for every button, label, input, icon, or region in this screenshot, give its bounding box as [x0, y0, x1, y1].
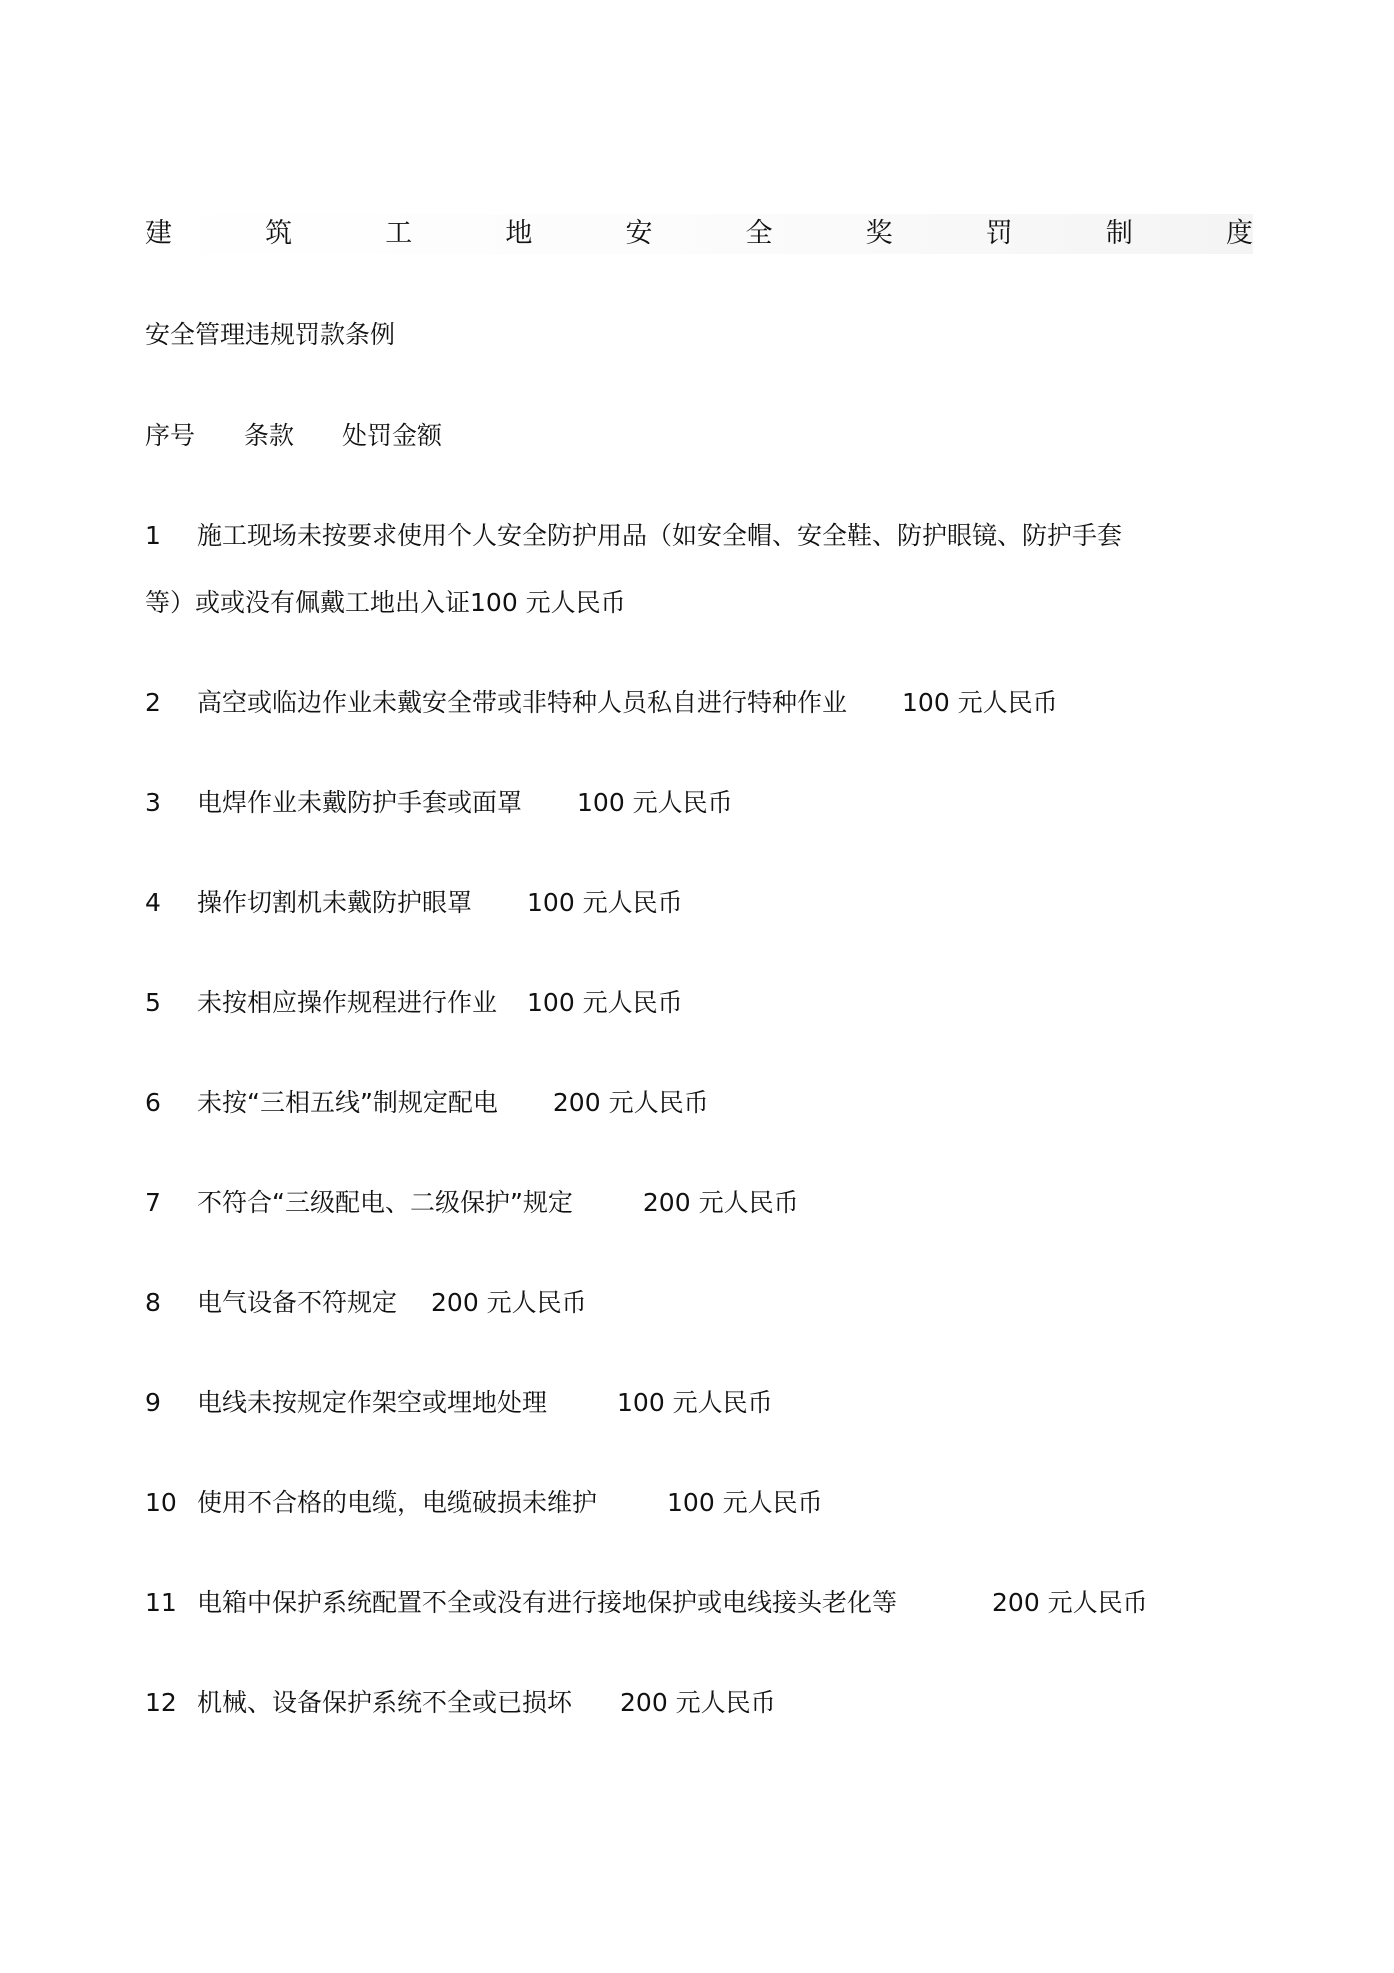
- item-clause: 操作切割机未戴防护眼罩: [197, 888, 473, 917]
- item-amount: 100 元人民币: [617, 1388, 773, 1417]
- list-item: [145, 1686, 776, 1720]
- item-clause-continued: 等）或或没有佩戴工地出入证: [145, 588, 471, 617]
- item-number: 2: [145, 688, 161, 717]
- title-char: 罚: [985, 218, 1013, 249]
- table-header: [145, 419, 442, 453]
- list-item: [145, 1586, 1148, 1620]
- item-clause: 高空或临边作业未戴安全带或非特种人员私自进行特种作业: [197, 688, 848, 717]
- item-amount: 100 元人民币: [527, 988, 683, 1017]
- item-amount: 200 元人民币: [431, 1288, 587, 1317]
- item-clause: 电箱中保护系统配置不全或没有进行接地保护或电线接头老化等: [197, 1588, 898, 1617]
- list-item: [145, 1486, 823, 1520]
- item-number: 9: [145, 1388, 161, 1417]
- item-number: 8: [145, 1288, 161, 1317]
- item-clause: 未按相应操作规程进行作业: [197, 988, 498, 1017]
- title-char: 安: [625, 218, 653, 249]
- item-clause: 施工现场未按要求使用个人安全防护用品（如安全帽、安全鞋、防护眼镜、防护手套: [197, 521, 1123, 550]
- list-item: [145, 686, 1058, 720]
- item-amount: 100 元人民币: [527, 888, 683, 917]
- header-amount: 处罚金额: [342, 421, 443, 450]
- list-item: [145, 1286, 587, 1320]
- list-item: [145, 519, 1122, 553]
- item-number: 6: [145, 1088, 161, 1117]
- item-clause: 不符合“三级配电、二级保护”规定: [197, 1188, 573, 1217]
- title-char: 地: [505, 218, 533, 249]
- list-item: [145, 1086, 709, 1120]
- title-char: 筑: [265, 218, 293, 249]
- item-clause: 电焊作业未戴防护手套或面罩: [197, 788, 523, 817]
- item-amount: 100 元人民币: [577, 788, 733, 817]
- item-amount: 200 元人民币: [992, 1588, 1148, 1617]
- document-subtitle: 安全管理违规罚款条例: [145, 320, 396, 349]
- item-number: 7: [145, 1188, 161, 1217]
- header-number: 序号: [145, 421, 196, 450]
- list-item: [145, 986, 683, 1020]
- item-number: 5: [145, 988, 161, 1017]
- title-char: 工: [385, 218, 413, 249]
- item-amount: 200 元人民币: [552, 1088, 709, 1117]
- item-amount: 200 元人民币: [620, 1688, 776, 1717]
- item-number: 1: [145, 521, 161, 550]
- item-clause: 电线未按规定作架空或埋地处理: [197, 1388, 548, 1417]
- item-clause: 使用不合格的电缆，电缆破损未维护: [197, 1488, 598, 1517]
- title-char: 全: [745, 218, 773, 249]
- item-amount: 100 元人民币: [470, 588, 626, 617]
- item-amount: 100 元人民币: [667, 1488, 823, 1517]
- item-number: 11: [145, 1588, 177, 1617]
- document-title: [145, 214, 1253, 254]
- title-char: 制: [1105, 218, 1133, 249]
- list-item: [145, 886, 683, 920]
- list-item: [145, 786, 733, 820]
- item-number: 10: [145, 1488, 177, 1517]
- header-clause: 条款: [244, 421, 295, 450]
- list-item: [145, 1186, 799, 1220]
- item-clause: 电气设备不符规定: [197, 1288, 398, 1317]
- item-amount: 100 元人民币: [902, 688, 1058, 717]
- list-item: [145, 1386, 773, 1420]
- item-clause: 未按“三相五线”制规定配电: [197, 1088, 498, 1117]
- title-char: 建: [145, 218, 172, 249]
- item-number: 12: [145, 1688, 177, 1717]
- item-amount: 200 元人民币: [642, 1188, 799, 1217]
- title-char: 度: [1225, 218, 1253, 249]
- item-number: 3: [145, 788, 161, 817]
- item-clause: 机械、设备保护系统不全或已损坏: [197, 1688, 573, 1717]
- list-item-continuation: [145, 586, 626, 620]
- title-char: 奖: [865, 218, 893, 249]
- item-number: 4: [145, 888, 161, 917]
